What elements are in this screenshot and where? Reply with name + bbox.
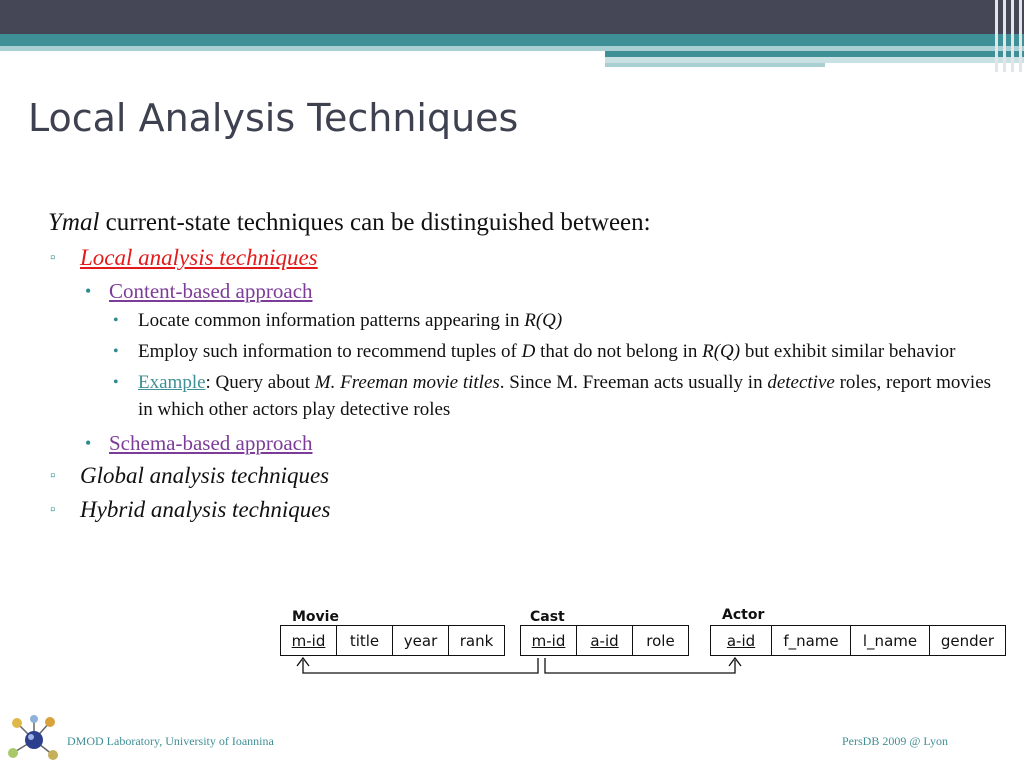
- lead-sentence: [48, 205, 998, 241]
- square-bullet-icon: ▫: [50, 502, 56, 518]
- dot-bullet-icon: •: [113, 312, 119, 329]
- movie-col-title: title: [337, 626, 393, 656]
- bullet-global-analysis: [48, 459, 998, 493]
- movie-table-label: Movie: [292, 609, 339, 625]
- header-stripe: [995, 0, 998, 72]
- employ-text-3: but exhibit similar behavior: [740, 341, 956, 362]
- cast-table-label: Cast: [530, 609, 565, 625]
- square-bullet-icon: ▫: [50, 250, 56, 266]
- local-analysis-link[interactable]: Local analysis techniques: [80, 245, 318, 270]
- bullet-locate-patterns: [48, 307, 998, 334]
- hybrid-analysis-text: Hybrid analysis techniques: [80, 497, 331, 522]
- fk-line-actor: [545, 658, 735, 673]
- employ-emphasis-2: R(Q): [702, 341, 741, 362]
- cast-table: [520, 625, 689, 656]
- dmod-logo-icon: [5, 713, 63, 765]
- example-emphasis-2: detective: [767, 372, 835, 393]
- schema-diagram: [0, 600, 1024, 680]
- dot-bullet-icon: •: [113, 374, 119, 391]
- movie-col-mid: m-id: [281, 626, 337, 656]
- global-analysis-text: Global analysis techniques: [80, 463, 330, 488]
- employ-emphasis-1: D: [521, 341, 536, 362]
- header-stripe: [1011, 0, 1014, 72]
- bullet-local-analysis: [48, 241, 998, 275]
- header-band-teal: [0, 34, 1024, 46]
- slide-body: [48, 205, 998, 527]
- cast-col-role: role: [633, 626, 689, 656]
- example-text-2: . Since M. Freeman acts usually in: [499, 372, 768, 393]
- bullet-example: [48, 369, 998, 423]
- employ-text-2: that do not belong in: [535, 341, 703, 362]
- lead-text: current-state techniques can be distinguished between:: [99, 209, 651, 236]
- bullet-schema-based: [48, 427, 998, 459]
- actor-col-gender: gender: [930, 626, 1006, 656]
- actor-col-lname: l_name: [851, 626, 930, 656]
- cast-col-mid: m-id: [521, 626, 577, 656]
- footer-left: DMOD Laboratory, University of Ioannina: [67, 734, 274, 748]
- dot-bullet-icon: •: [113, 343, 119, 360]
- bullet-content-based: [48, 275, 998, 307]
- footer-right: PersDB 2009 @ Lyon: [842, 734, 949, 748]
- lead-emphasis: Ymal: [48, 209, 100, 236]
- actor-table-label: Actor: [722, 607, 765, 623]
- example-emphasis-1: M. Freeman movie titles: [314, 372, 500, 393]
- header-stripe: [1003, 0, 1006, 72]
- actor-col-aid: a-id: [711, 626, 772, 656]
- slide-title: Local Analysis Techniques: [28, 96, 519, 140]
- movie-col-year: year: [393, 626, 449, 656]
- content-based-link[interactable]: Content-based approach: [109, 279, 313, 303]
- employ-text-1: Employ such information to recommend tuples of: [138, 341, 522, 362]
- actor-table: [710, 625, 1006, 656]
- actor-col-fname: f_name: [772, 626, 851, 656]
- schema-based-link[interactable]: Schema-based approach: [109, 431, 313, 455]
- square-bullet-icon: ▫: [50, 468, 56, 484]
- header-stripe: [1019, 0, 1022, 72]
- fk-line-movie: [303, 658, 538, 673]
- movie-table: [280, 625, 505, 656]
- bullet-employ-info: [48, 338, 998, 365]
- example-text-1: : Query about: [205, 372, 315, 393]
- cast-col-aid: a-id: [577, 626, 633, 656]
- example-link[interactable]: Example: [138, 372, 206, 393]
- movie-col-rank: rank: [449, 626, 505, 656]
- bullet-hybrid-analysis: [48, 493, 998, 527]
- header-band-right-light: [605, 63, 825, 67]
- dot-bullet-icon: •: [85, 281, 92, 301]
- locate-emphasis: R(Q): [524, 310, 563, 331]
- dot-bullet-icon: •: [85, 433, 92, 453]
- locate-text: Locate common information patterns appearing in: [138, 310, 525, 331]
- header-band-dark: [0, 0, 1024, 34]
- example-text-3: roles, report movies in which other actors play detective roles: [138, 372, 992, 420]
